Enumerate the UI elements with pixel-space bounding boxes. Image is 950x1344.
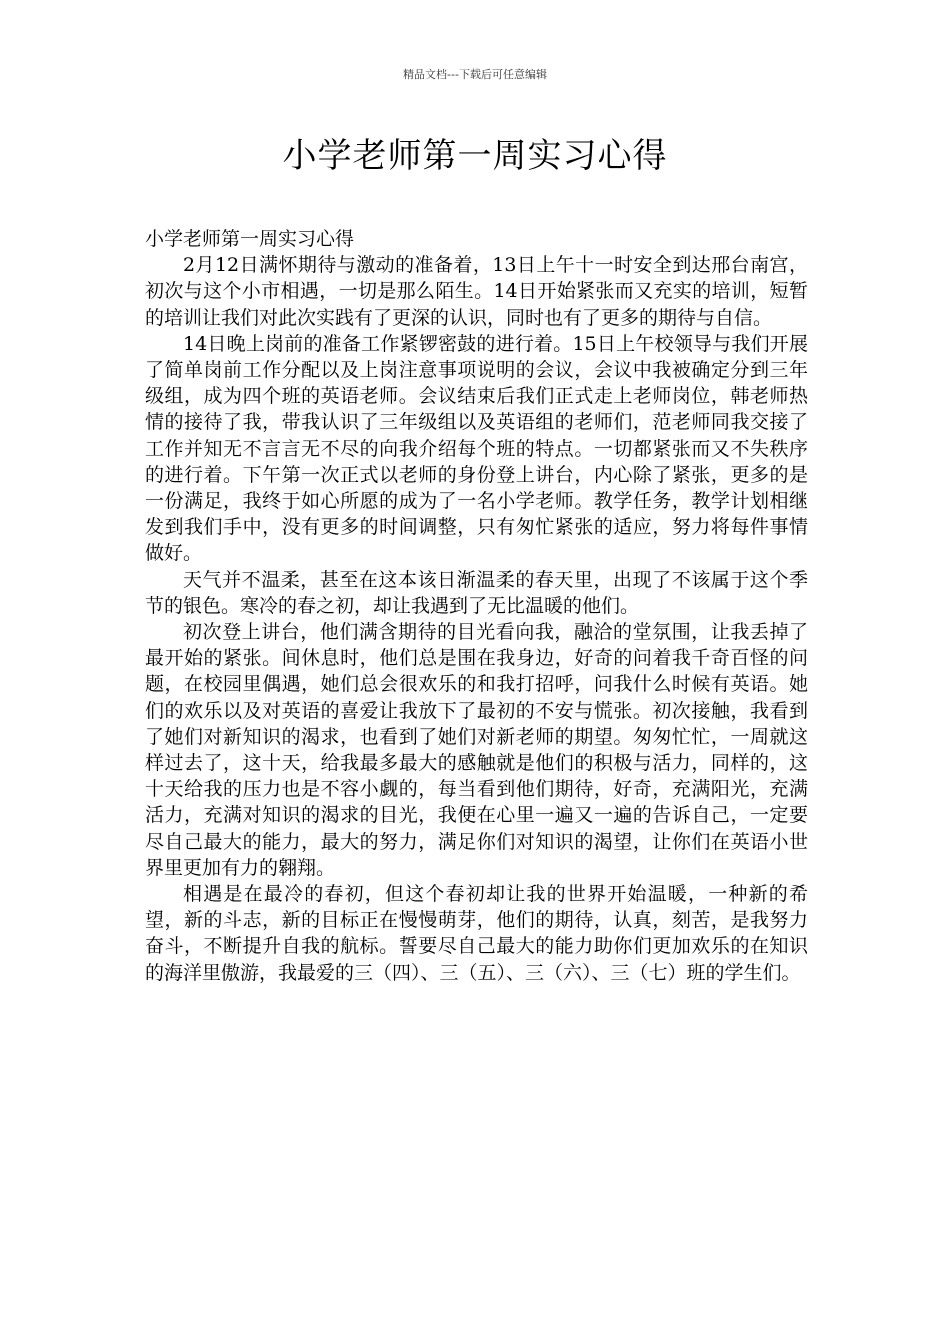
paragraph-first-class: 初次登上讲台，他们满含期待的目光看向我，融洽的堂氛围，让我丢掉了最开始的紧张。间休息时，他们总是围在我身边，好奇的问着我千奇百怪的问题，在校园里偶遇，她们总会很欢乐的和我打招呼，问我什么时候有英语。她们的欢乐以及对英语的喜爱让我放下了最初的不安与慌张。初次接触，我看到了她们对新知识的渴求，也看到了她们对新老师的期望。匆匆忙忙，一周就这样过去了，这十天，给我最多最大的感触就是他们的积极与活力，同样的，这十天给我的压力也是不容小觑的，每当看到他们期待，好奇，充满阳光，充满活力，充满对知识的渴求的目光，我便在心里一遍又一遍的告诉自己，一定要尽自己最大的能力，最大的努力，满足你们对知识的渴望，让你们在英语小世界里更加有力的翱翔。 [145,621,808,879]
body-subtitle: 小学老师第一周实习心得 [145,228,355,250]
paragraph-weather: 天气并不温柔，甚至在这本该日渐温柔的春天里，出现了不该属于这个季节的银色。寒冷的春之初，却让我遇到了无比温暖的他们。 [145,568,808,617]
paragraph-arrival: 2月12日满怀期待与激动的准备着，13日上午十一时安全到达邢台南宫，初次与这个小市相遇，一切是那么陌生。14日开始紧张而又充实的培训，短暂的培训让我们对此次实践有了更深的认识，同时也有了更多的期待与自信。 [145,254,808,329]
document-title: 小学老师第一周实习心得 [282,136,668,176]
header-note: 精品文档---下载后可任意编辑 [403,68,547,81]
paragraph-conclusion: 相遇是在最冷的春初，但这个春初却让我的世界开始温暖，一种新的希望，新的斗志，新的目标正在慢慢萌芽，他们的期待，认真，刻苦，是我努力奋斗，不断提升自我的航标。誓要尽自己最大的能力助你们更加欢乐的在知识的海洋里傲游，我最爱的三（四）、三（五）、三（六）、三（七）班的学生们。 [145,883,808,984]
paragraph-first-day: 14日晚上岗前的准备工作紧锣密鼓的进行着。15日上午校领导与我们开展了简单岗前工作分配以及上岗注意事项说明的会议，会议中我被确定分到三年级组，成为四个班的英语老师。会议结束后我们正式走上老师岗位，韩老师热情的接待了我，带我认识了三年级组以及英语组的老师们，范老师同我交接了工作并知无不言言无不尽的向我介绍每个班的特点。一切都紧张而又不失秩序的进行着。下午第一次正式以老师的身份登上讲台，内心除了紧张，更多的是一份满足，我终于如心所愿的成为了一名小学老师。教学任务，教学计划相继发到我们手中，没有更多的时间调整，只有匆忙紧张的适应，努力将每件事情做好。 [145,332,808,565]
document-body [145,226,808,986]
